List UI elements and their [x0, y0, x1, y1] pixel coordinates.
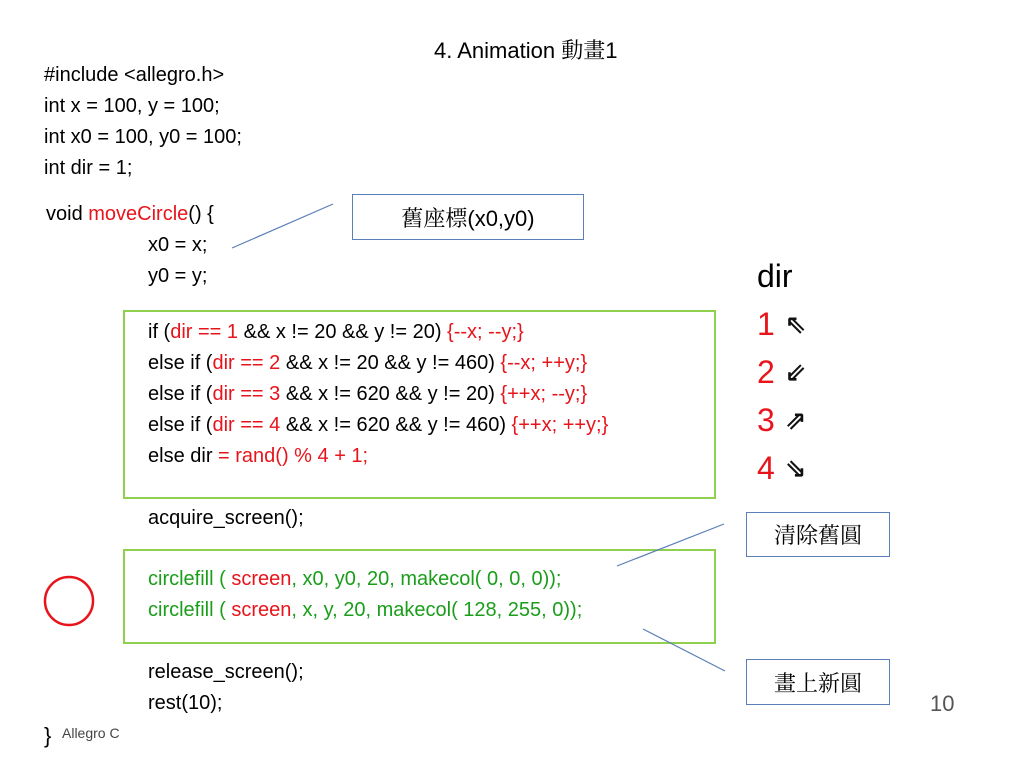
code-line-if-2: else if (dir == 2 && x != 20 && y != 460) {--x; ++y;}	[148, 352, 588, 374]
connector-draw-new	[643, 629, 725, 671]
dir-legend-item-1: 1 ⇖	[757, 300, 807, 348]
dir-legend	[757, 252, 807, 492]
code-line-assign-y0: y0 = y;	[148, 265, 208, 287]
connector-old-coord	[232, 204, 333, 248]
slide-title: 4. Animation 動畫1	[434, 38, 618, 63]
code-line-circlefill-old: circlefill ( screen, x0, y0, 20, makecol( 0, 0, 0));	[148, 568, 562, 590]
dir-legend-label: dir	[757, 258, 793, 294]
code-line-rest: rest(10);	[148, 692, 223, 714]
sig-void: void	[46, 203, 89, 225]
code-line-acquire: acquire_screen();	[148, 507, 304, 529]
arrow-down-left-icon: ⇙	[784, 357, 807, 387]
dir-legend-item-4: 4 ⇘	[757, 444, 807, 492]
callout-old-coord	[352, 194, 584, 240]
sig-parens: () {	[188, 203, 214, 225]
callout-clear-old	[746, 512, 890, 557]
code-line-include: #include <allegro.h>	[44, 64, 225, 86]
code-line-assign-x0: x0 = x;	[148, 234, 208, 256]
code-line-if-1: if (dir == 1 && x != 20 && y != 20) {--x; --y;}	[148, 321, 524, 343]
code-line-x0y0: int x0 = 100, y0 = 100;	[44, 126, 242, 148]
arrow-up-left-icon: ⇖	[784, 309, 807, 339]
arrow-up-right-icon: ⇗	[784, 405, 807, 435]
slide-number: 10	[930, 691, 955, 716]
callout-draw-new	[746, 659, 890, 705]
arrow-down-right-icon: ⇘	[784, 453, 807, 483]
code-line-else: else dir = rand() % 4 + 1;	[148, 445, 369, 467]
code-line-xy: int x = 100, y = 100;	[44, 95, 220, 117]
callout-draw-new-text: 畫上新圓	[773, 670, 862, 696]
closing-brace: }	[44, 723, 52, 748]
callout-clear-old-text: 清除舊圓	[773, 523, 862, 548]
connector-clear-old	[617, 524, 724, 566]
code-line-if-3: else if (dir == 3 && x != 620 && y != 20) {++x; --y;}	[148, 383, 588, 405]
code-line-if-4: else if (dir == 4 && x != 620 && y != 460) {++x; ++y;}	[148, 414, 609, 436]
callout-old-coord-text: 舊座標(x0,y0)	[401, 205, 535, 231]
dir-legend-item-2: 2 ⇙	[757, 348, 807, 396]
code-line-circlefill-new: circlefill ( screen, x, y, 20, makecol( 128, 255, 0));	[148, 599, 583, 621]
code-line-release: release_screen();	[148, 661, 304, 683]
footer-label: Allegro C	[62, 725, 120, 741]
dir-legend-item-3: 3 ⇗	[757, 396, 807, 444]
code-line-dir: int dir = 1;	[44, 157, 133, 179]
sig-function-name: moveCircle	[88, 203, 189, 225]
